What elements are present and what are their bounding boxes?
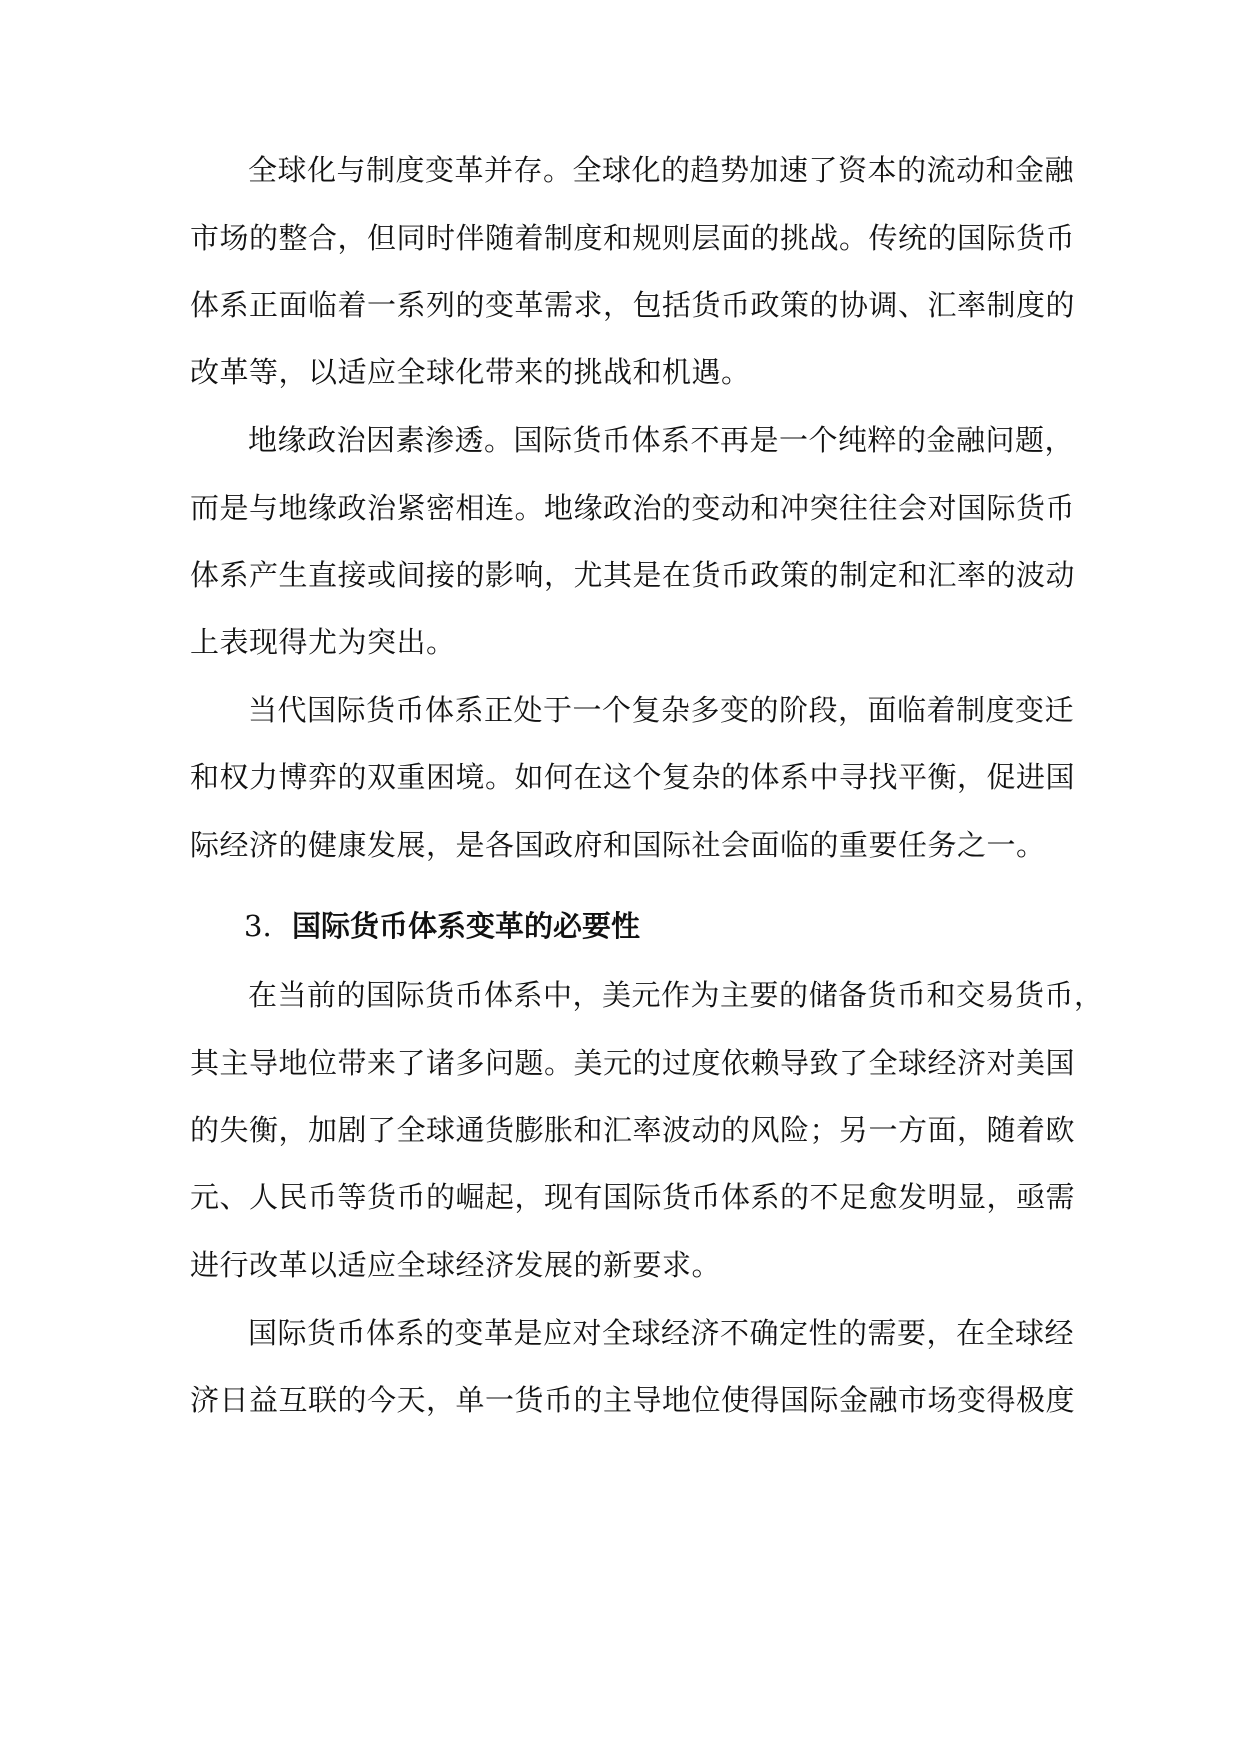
paragraph-line: 进行改革以适应全球经济发展的新要求。	[190, 1248, 722, 1282]
paragraph-line: 而是与地缘政治紧密相连。地缘政治的变动和冲突往往会对国际货币	[190, 491, 1076, 525]
section-title: 国际货币体系变革的必要性	[292, 909, 641, 943]
paragraph-line: 体系产生直接或间接的影响，尤其是在货币政策的制定和汇率的波动	[190, 558, 1076, 592]
paragraph-line: 际经济的健康发展，是各国政府和国际社会面临的重要任务之一。	[190, 828, 1046, 862]
paragraph-line: 的失衡，加剧了全球通货膨胀和汇率波动的风险；另一方面，随着欧	[190, 1113, 1076, 1147]
paragraph-line: 当代国际货币体系正处于一个复杂多变的阶段，面临着制度变迁	[248, 693, 1075, 727]
paragraph-line: 改革等，以适应全球化带来的挑战和机遇。	[190, 355, 751, 389]
section-heading	[244, 906, 640, 946]
paragraph-line: 在当前的国际货币体系中，美元作为主要的储备货币和交易货币，	[248, 978, 1104, 1012]
paragraph-line: 市场的整合，但同时伴随着制度和规则层面的挑战。传统的国际货币	[190, 221, 1076, 255]
paragraph-line: 地缘政治因素渗透。国际货币体系不再是一个纯粹的金融问题，	[248, 423, 1075, 457]
paragraph-line: 元、人民币等货币的崛起，现有国际货币体系的不足愈发明显，亟需	[190, 1180, 1076, 1214]
paragraph-line: 济日益互联的今天，单一货币的主导地位使得国际金融市场变得极度	[190, 1383, 1076, 1417]
paragraph-line: 其主导地位带来了诸多问题。美元的过度依赖导致了全球经济对美国	[190, 1046, 1076, 1080]
section-number: 3.	[244, 909, 272, 943]
paragraph-line: 和权力博弈的双重困境。如何在这个复杂的体系中寻找平衡，促进国	[190, 760, 1076, 794]
paragraph-line: 国际货币体系的变革是应对全球经济不确定性的需要，在全球经	[248, 1316, 1075, 1350]
paragraph-line: 全球化与制度变革并存。全球化的趋势加速了资本的流动和金融	[248, 153, 1075, 187]
paragraph-line: 上表现得尤为突出。	[190, 625, 456, 659]
paragraph-line: 体系正面临着一系列的变革需求，包括货币政策的协调、汇率制度的	[190, 288, 1076, 322]
